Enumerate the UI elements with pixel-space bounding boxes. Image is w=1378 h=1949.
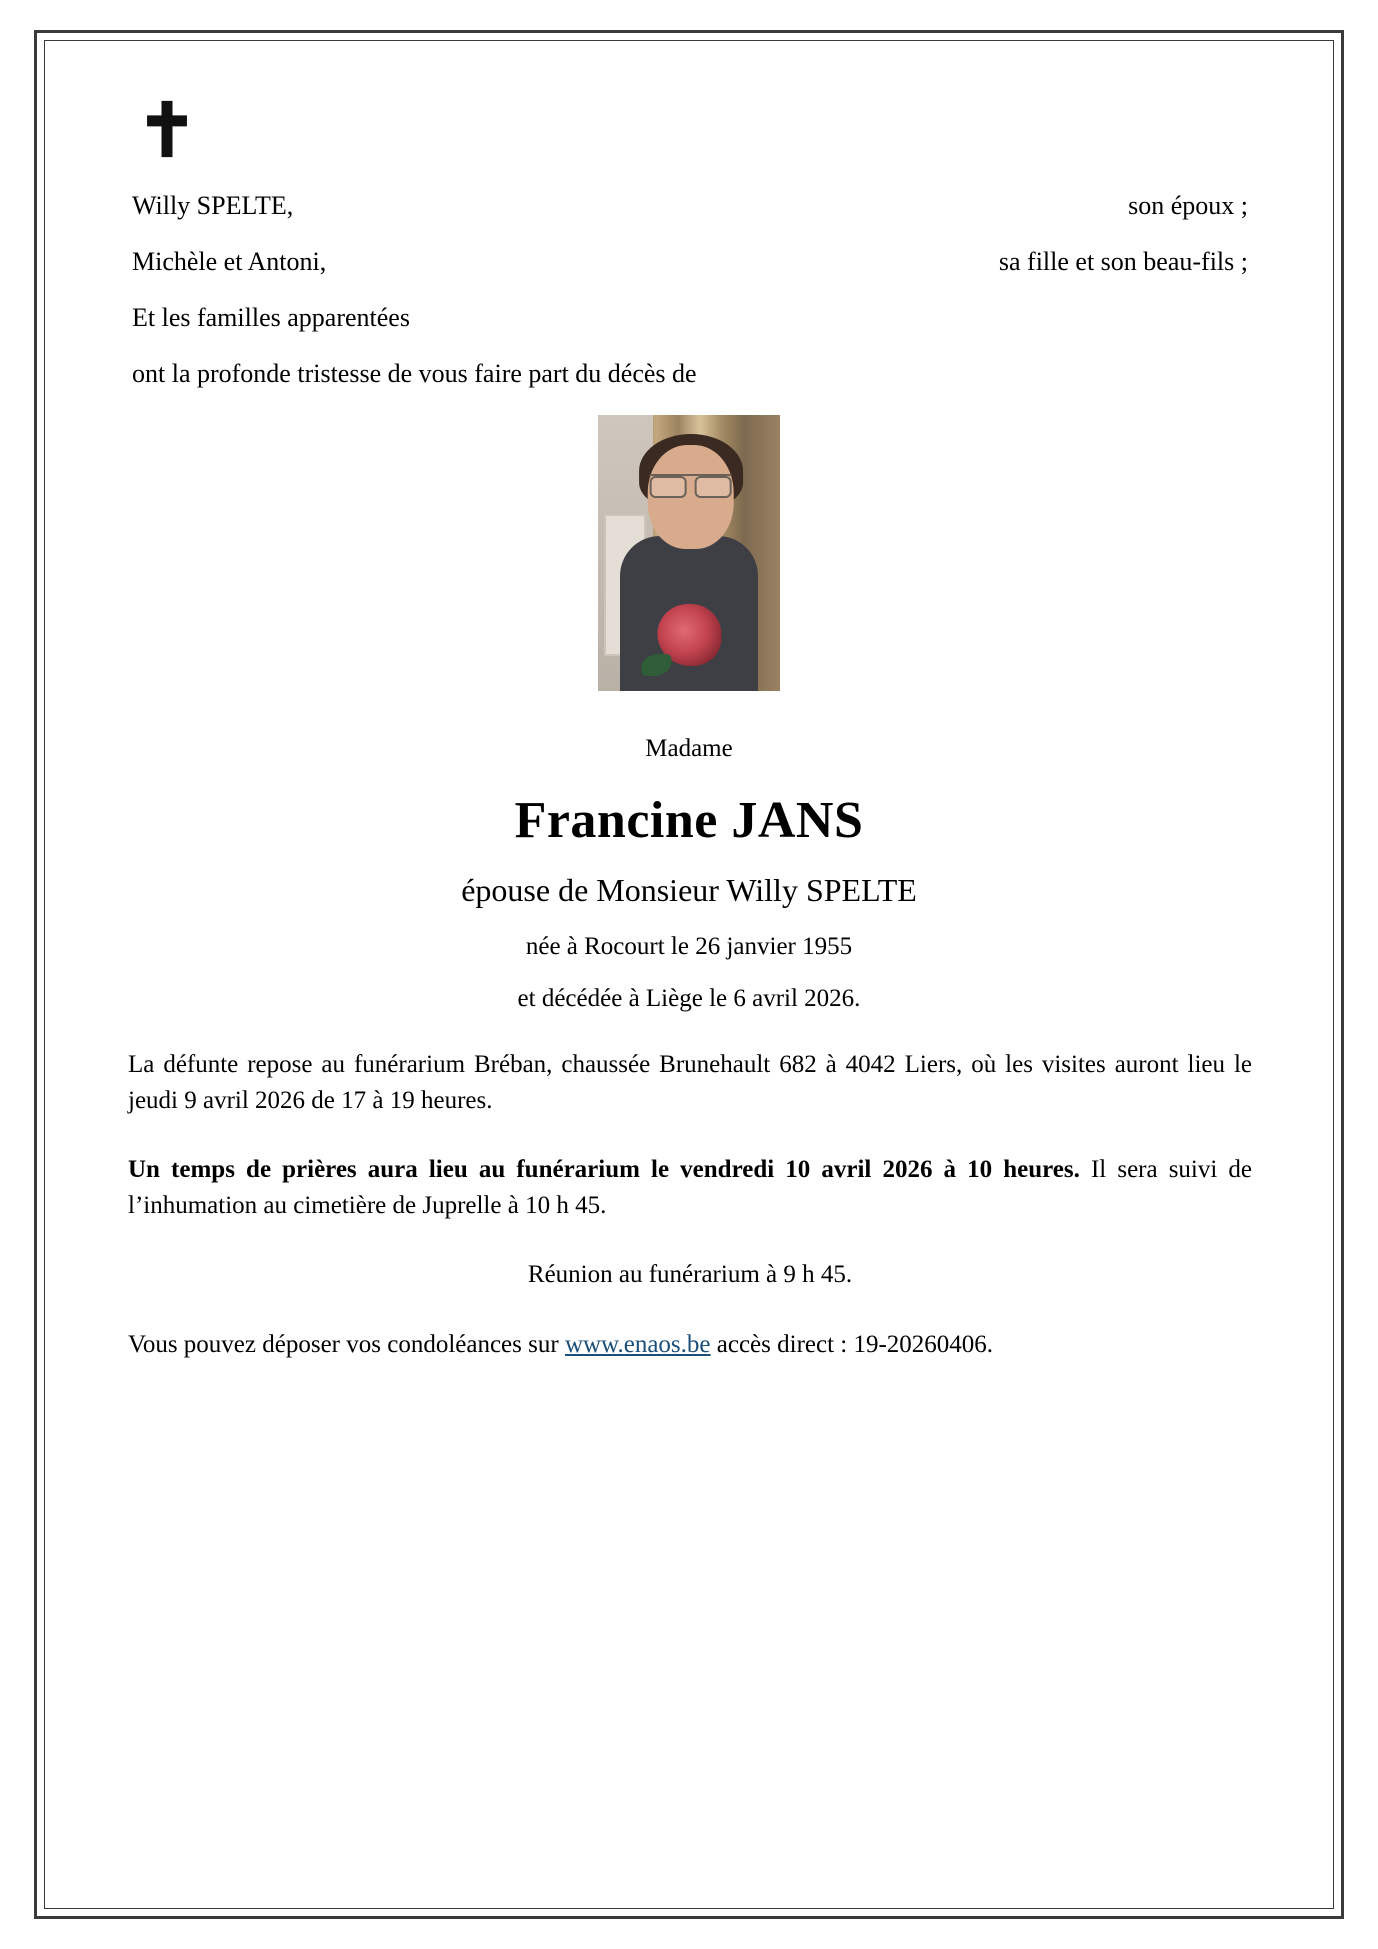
prayer-detail: Il sera suivi de l’inhumation au cimetière de Juprelle à 10 h 45.	[128, 1156, 1253, 1219]
spouse-line: épouse de Monsieur Willy SPELTE	[461, 872, 917, 908]
portrait-photo-wrapper	[120, 415, 1258, 691]
glasses-right-lens	[695, 476, 732, 498]
photo-rose-motif	[658, 604, 722, 666]
cross-icon: ✝	[136, 91, 199, 173]
death-line: et décédée à Liège le 6 avril 2026.	[517, 985, 861, 1012]
reunion-paragraph: Réunion au funérarium à 9 h 45.	[527, 1261, 853, 1288]
glasses-left-lens	[650, 476, 687, 498]
announcement-line: ont la profonde tristesse de vous faire part du décès de	[132, 359, 697, 388]
prayer-time-bold: Un temps de prières aura lieu au funérarium le vendredi 10 avril 2026 à 10 heures.	[128, 1156, 1080, 1183]
deceased-name: Francine JANS	[514, 792, 864, 849]
portrait-photo	[598, 415, 780, 691]
prayer-paragraph	[120, 1152, 1258, 1223]
family-member-name: Willy SPELTE,	[132, 191, 294, 220]
birth-line: née à Rocourt le 26 janvier 1955	[525, 933, 853, 960]
condolences-suffix: accès direct : 19-20260406.	[710, 1330, 994, 1358]
card-content	[120, 91, 1258, 1362]
family-line-spouse	[120, 191, 1258, 221]
honorific-title: Madame	[645, 735, 733, 762]
family-member-relation: sa fille et son beau-fils ;	[998, 247, 1248, 276]
photo-person-body	[620, 536, 758, 691]
condolences-website-link[interactable]: www.enaos.be	[564, 1330, 711, 1358]
repose-paragraph: La défunte repose au funérarium Bréban, chaussée Brunehault 682 à 4042 Liers, où les visites auront lieu le jeudi 9 avril 2026 de 17 à 19 heures.	[128, 1051, 1252, 1114]
family-member-name: Michèle et Antoni,	[132, 247, 327, 276]
family-member-relation: son époux ;	[1128, 191, 1248, 220]
condolences-paragraph	[120, 1327, 1258, 1363]
relatives-line: Et les familles apparentées	[132, 303, 410, 332]
family-line-daughter	[120, 247, 1258, 277]
condolences-prefix: Vous pouvez déposer vos condoléances sur	[128, 1330, 565, 1358]
photo-person-glasses	[650, 474, 732, 496]
